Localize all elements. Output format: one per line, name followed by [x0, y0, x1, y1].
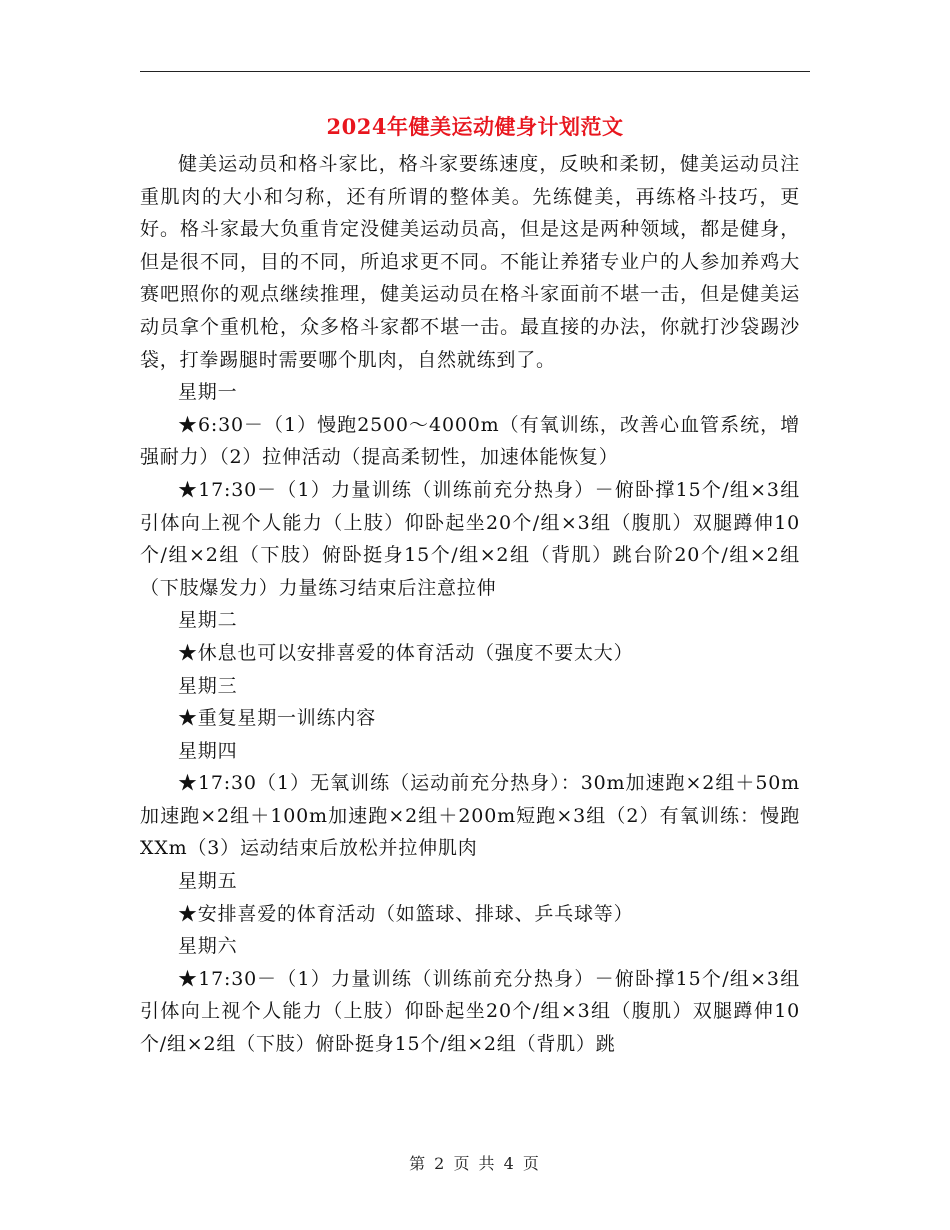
page-number: 第 2 页 共 4 页	[409, 1154, 541, 1173]
day-heading-friday: 星期五	[178, 870, 238, 893]
day-heading-monday: 星期一	[178, 381, 238, 404]
wednesday-plan: ★重复星期一训练内容	[178, 707, 377, 730]
day-heading-saturday: 星期六	[178, 935, 238, 958]
intro-paragraph: 健美运动员和格斗家比，格斗家要练速度，反映和柔韧，健美运动员注重肌肉的大小和匀称，还有所谓的整体美。先练健美，再练格斗技巧，更好。格斗家最大负重肯定没健美运动员高，但是这是两种领域，都是健身，但是很不同，目的不同，所追求更不同。不能让养猪专业户的人参加养鸡大赛吧照你的观点继续推理，健美运动员在格斗家面前不堪一击，但是健美运动员拿个重机枪，众多格斗家都不堪一击。最直接的办法，你就打沙袋踢沙袋，打拳踢腿时需要哪个肌肉，自然就练到了。	[140, 153, 800, 371]
saturday-plan: ★17:30－（1）力量训练（训练前充分热身）－俯卧撑15个/组×3组引体向上视个人能力（上肢）仰卧起坐20个/组×3组（腹肌）双腿蹲伸10个/组×2组（下肢）俯卧挺身15个/组×2组（背肌）跳	[140, 967, 800, 1056]
day-heading-thursday: 星期四	[178, 739, 238, 762]
document-body	[140, 148, 800, 1061]
day-heading-tuesday: 星期二	[178, 609, 238, 632]
monday-evening-plan: ★17:30－（1）力量训练（训练前充分热身）－俯卧撑15个/组×3组引体向上视个人能力（上肢）仰卧起坐20个/组×3组（腹肌）双腿蹲伸10个/组×2组（下肢）俯卧挺身15个/组×2组（背肌）跳台阶20个/组×2组（下肢爆发力）力量练习结束后注意拉伸	[140, 478, 800, 599]
monday-morning-plan: ★6:30－（1）慢跑2500～4000m（有氧训练，改善心血管系统，增强耐力）（2）拉伸活动（提高柔韧性，加速体能恢复）	[140, 413, 800, 469]
friday-plan: ★安排喜爱的体育活动（如篮球、排球、乒乓球等）	[178, 902, 634, 925]
header-rule	[140, 71, 810, 72]
thursday-plan: ★17:30（1）无氧训练（运动前充分热身）：30m加速跑×2组＋50m加速跑×2组＋100m加速跑×2组＋200m短跑×3组（2）有氧训练：慢跑XXm（3）运动结束后放松并拉伸肌肉	[140, 772, 800, 860]
day-heading-wednesday: 星期三	[178, 674, 238, 697]
document-title: 2024年健美运动健身计划范文	[326, 114, 624, 139]
tuesday-plan: ★休息也可以安排喜爱的体育活动（强度不要太大）	[178, 641, 634, 664]
